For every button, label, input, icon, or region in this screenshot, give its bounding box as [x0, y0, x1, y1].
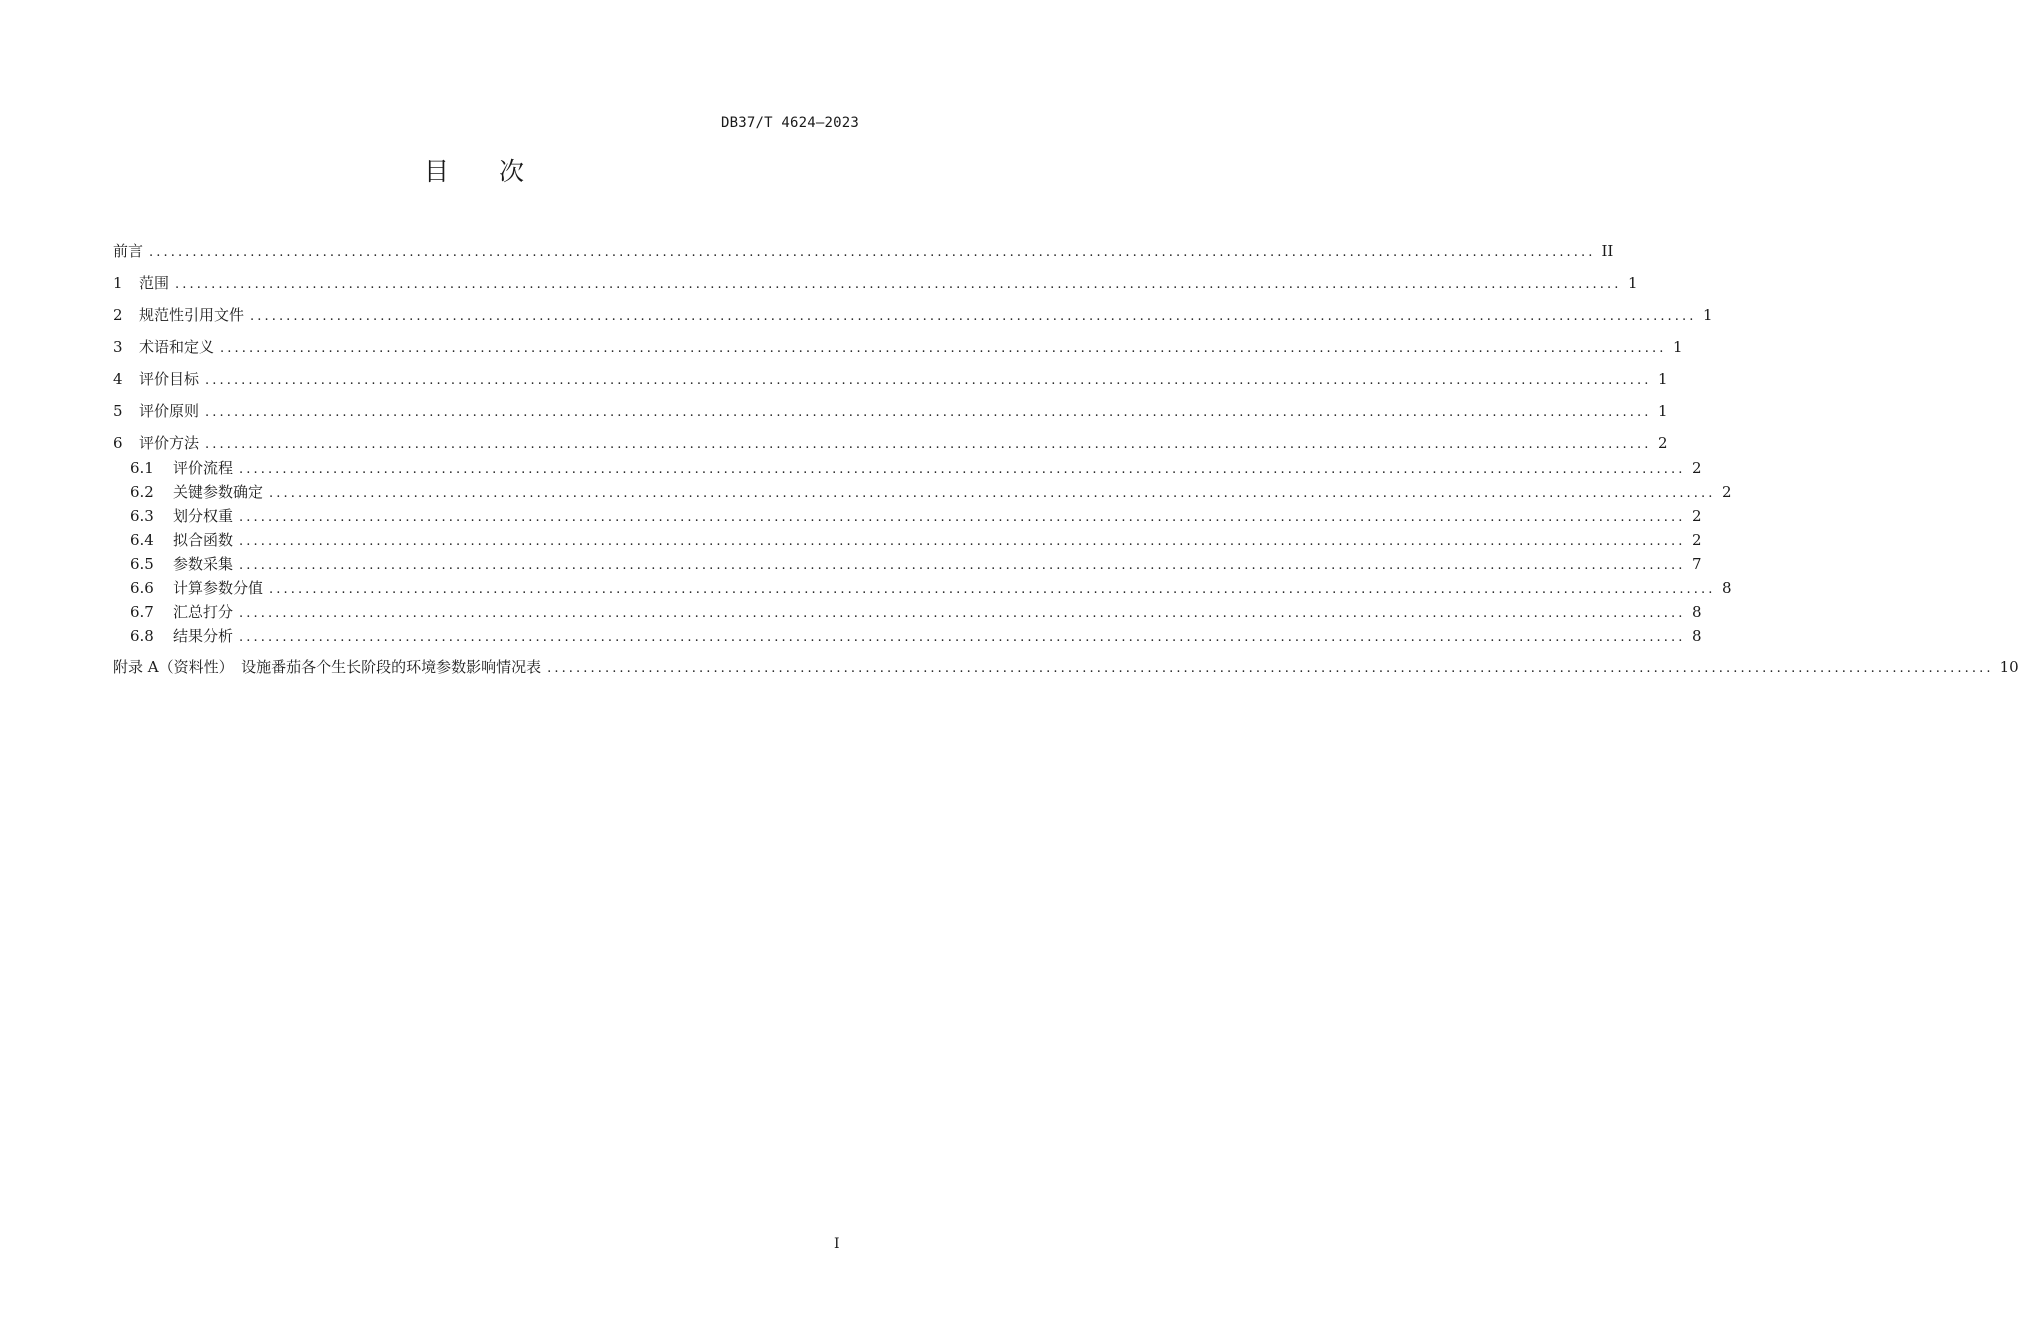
toc-entry-page: 1	[1672, 338, 1683, 356]
toc-entry-label: 关键参数确定	[173, 483, 264, 501]
toc-title	[0, 152, 950, 188]
toc-entry[interactable]	[113, 272, 1638, 294]
toc-entry-number: 6.6	[130, 579, 154, 597]
toc-leader-dots: ........................................................................................................................................................................................................	[250, 309, 1697, 324]
toc-entry-page: 2	[1691, 459, 1702, 477]
toc-entry[interactable]	[113, 553, 1702, 575]
toc-leader-dots: ........................................................................................................................................................................................................	[175, 277, 1622, 292]
toc-entry-page: 1	[1702, 306, 1713, 324]
toc-entry-label: 评价原则	[139, 402, 200, 420]
toc-leader-dots: ........................................................................................................................................................................................................	[269, 486, 1716, 501]
toc-leader-dots: ........................................................................................................................................................................................................	[239, 510, 1686, 525]
toc-entry[interactable]	[113, 601, 1702, 623]
toc-entry-page: 2	[1657, 434, 1668, 452]
toc-entry-number: 5	[113, 402, 123, 420]
toc-entry-page: 1	[1657, 402, 1668, 420]
toc-entry-number: 6.8	[130, 627, 154, 645]
toc-entry-number: 2	[113, 306, 123, 324]
toc-entry-page: 8	[1721, 579, 1732, 597]
toc-entry-number: 6.2	[130, 483, 154, 501]
toc-entry-label: 范围	[139, 274, 170, 292]
toc-entry[interactable]	[113, 400, 1668, 422]
toc-entry-page: 8	[1691, 627, 1702, 645]
toc-entry-label: 评价流程	[173, 459, 234, 477]
toc-entry-label: 拟合函数	[173, 531, 234, 549]
toc-entry-page: II	[1601, 242, 1614, 260]
toc-entry-number: 6.7	[130, 603, 154, 621]
toc-leader-dots: ........................................................................................................................................................................................................	[239, 558, 1686, 573]
toc-leader-dots: ........................................................................................................................................................................................................	[239, 462, 1686, 477]
toc-leader-dots: ........................................................................................................................................................................................................	[205, 373, 1652, 388]
toc-entry-label: 划分权重	[173, 507, 234, 525]
toc-entry-page: 2	[1691, 507, 1702, 525]
toc-entry-page: 2	[1691, 531, 1702, 549]
toc-leader-dots: ........................................................................................................................................................................................................	[239, 534, 1686, 549]
toc-entry[interactable]	[113, 481, 1732, 503]
toc-leader-dots: ........................................................................................................................................................................................................	[269, 582, 1716, 597]
toc-entry-page: 10	[1999, 658, 2019, 676]
toc-leader-dots: ........................................................................................................................................................................................................	[149, 245, 1596, 260]
toc-entry[interactable]	[113, 505, 1702, 527]
toc-entry-number: 6.4	[130, 531, 154, 549]
document-code: DB37/T 4624—2023	[720, 115, 859, 131]
toc-entry-number: 3	[113, 338, 123, 356]
toc-entry-label: 计算参数分值	[173, 579, 264, 597]
toc-leader-dots: ........................................................................................................................................................................................................	[239, 630, 1686, 645]
toc-entry-label: 参数采集	[173, 555, 234, 573]
toc-entry-number: 4	[113, 370, 123, 388]
toc-entry[interactable]	[113, 368, 1668, 390]
toc-entry-number: 6	[113, 434, 123, 452]
toc-entry[interactable]	[113, 304, 1713, 326]
toc-entry[interactable]	[113, 240, 1614, 262]
toc-entry-label: 汇总打分	[173, 603, 234, 621]
toc-entry[interactable]	[113, 432, 1668, 454]
toc-entry-number: 6.3	[130, 507, 154, 525]
toc-entry-label: 评价方法	[139, 434, 200, 452]
toc-entry-label: 评价目标	[139, 370, 200, 388]
toc-entry-page: 7	[1691, 555, 1702, 573]
page-number: I	[834, 1236, 840, 1252]
toc-leader-dots: ........................................................................................................................................................................................................	[239, 606, 1686, 621]
toc-entry-label: 附录 A（资料性） 设施番茄各个生长阶段的环境参数影响情况表	[113, 658, 542, 676]
toc-entry[interactable]	[113, 336, 1683, 358]
toc-title-char-1: 目	[423, 157, 451, 186]
toc-entry[interactable]	[113, 577, 1732, 599]
toc-entry[interactable]	[113, 625, 1702, 647]
toc-entry-number: 1	[113, 274, 123, 292]
toc-entry-number: 6.5	[130, 555, 154, 573]
toc-entry-label: 术语和定义	[139, 338, 215, 356]
toc-leader-dots: ........................................................................................................................................................................................................	[205, 405, 1652, 420]
toc-entry-page: 2	[1721, 483, 1732, 501]
toc-entry[interactable]	[113, 457, 1702, 479]
toc-leader-dots: ........................................................................................................................................................................................................	[547, 661, 1994, 676]
toc-leader-dots: ........................................................................................................................................................................................................	[220, 341, 1667, 356]
toc-entry[interactable]	[113, 656, 2019, 678]
toc-leader-dots: ........................................................................................................................................................................................................	[205, 437, 1652, 452]
toc-entry-label: 前言	[113, 242, 144, 260]
toc-entry-page: 1	[1627, 274, 1638, 292]
toc-entry-page: 1	[1657, 370, 1668, 388]
toc-entry-label: 规范性引用文件	[139, 306, 245, 324]
toc-title-char-2: 次	[499, 157, 527, 186]
toc-entry-page: 8	[1691, 603, 1702, 621]
toc-entry[interactable]	[113, 529, 1702, 551]
toc-entry-number: 6.1	[130, 459, 154, 477]
toc-entry-label: 结果分析	[173, 627, 234, 645]
